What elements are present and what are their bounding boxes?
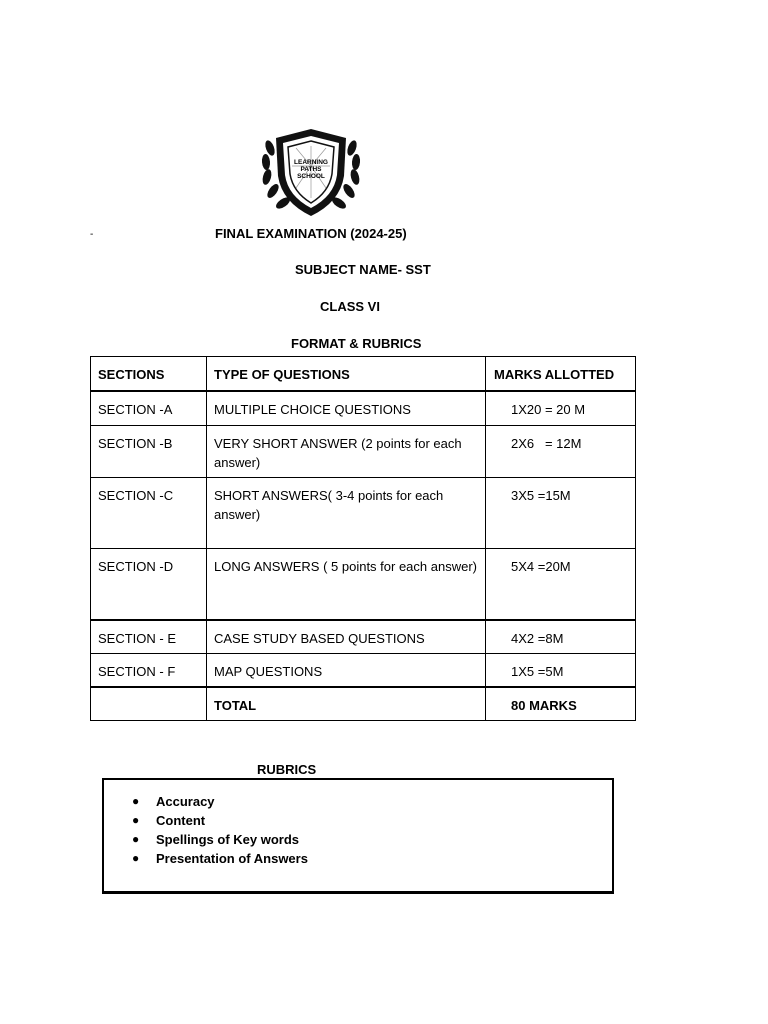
section-cell: SECTION - E: [91, 620, 207, 653]
marks-cell: 1X20 = 20 M: [486, 391, 636, 425]
stray-mark: -: [90, 229, 94, 240]
rubric-item-label: Content: [156, 813, 206, 828]
rubrics-list: [104, 780, 612, 868]
subject-name: SUBJECT NAME- SST: [295, 262, 431, 277]
rubrics-box: [102, 778, 614, 894]
total-label: TOTAL: [207, 687, 486, 720]
table-row: [91, 653, 636, 687]
total-marks: 80 MARKS: [486, 687, 636, 720]
class-label: CLASS VI: [320, 299, 380, 314]
section-cell: SECTION -C: [91, 477, 207, 548]
marks-cell: 3X5 =15M: [486, 477, 636, 548]
section-cell: SECTION -B: [91, 425, 207, 477]
total-section-cell: [91, 687, 207, 720]
marks-cell: 2X6 = 12M: [486, 425, 636, 477]
marks-cell: 1X5 =5M: [486, 653, 636, 687]
format-table: [90, 356, 636, 721]
list-item: [132, 830, 612, 849]
table-total-row: [91, 687, 636, 720]
school-logo: [256, 126, 366, 220]
exam-title: FINAL EXAMINATION (2024-25): [215, 226, 407, 241]
type-cell: SHORT ANSWERS( 3-4 points for each answer): [207, 477, 486, 548]
type-cell: MULTIPLE CHOICE QUESTIONS: [207, 391, 486, 425]
table-row: [91, 548, 636, 620]
header-type: TYPE OF QUESTIONS: [207, 357, 486, 392]
rubric-item-label: Spellings of Key words: [156, 832, 300, 847]
svg-text:PATHS: PATHS: [300, 166, 322, 173]
table-row: [91, 391, 636, 425]
section-cell: SECTION -A: [91, 391, 207, 425]
bullet-icon: ●: [132, 813, 140, 827]
table-row: [91, 425, 636, 477]
bullet-icon: ●: [132, 794, 140, 808]
rubrics-title: RUBRICS: [257, 762, 317, 777]
header-sections: SECTIONS: [91, 357, 207, 392]
type-cell: LONG ANSWERS ( 5 points for each answer): [207, 548, 486, 620]
type-cell: MAP QUESTIONS: [207, 653, 486, 687]
section-cell: SECTION - F: [91, 653, 207, 687]
rubric-item-label: Presentation of Answers: [156, 851, 308, 866]
format-title: FORMAT & RUBRICS: [291, 336, 422, 351]
list-item: [132, 811, 612, 830]
header-marks: MARKS ALLOTTED: [486, 357, 636, 392]
table-row: [91, 477, 636, 548]
type-cell: VERY SHORT ANSWER (2 points for each answer): [207, 425, 486, 477]
table-row: [91, 620, 636, 653]
svg-text:SCHOOL: SCHOOL: [297, 173, 325, 180]
bullet-icon: ●: [132, 832, 140, 846]
type-cell: CASE STUDY BASED QUESTIONS: [207, 620, 486, 653]
section-cell: SECTION -D: [91, 548, 207, 620]
list-item: [132, 792, 612, 811]
bullet-icon: ●: [132, 851, 140, 865]
rubric-item-label: Accuracy: [156, 794, 215, 809]
svg-text:LEARNING: LEARNING: [294, 159, 328, 166]
list-item: [132, 849, 612, 868]
marks-cell: 4X2 =8M: [486, 620, 636, 653]
table-header-row: [91, 357, 636, 392]
marks-cell: 5X4 =20M: [486, 548, 636, 620]
